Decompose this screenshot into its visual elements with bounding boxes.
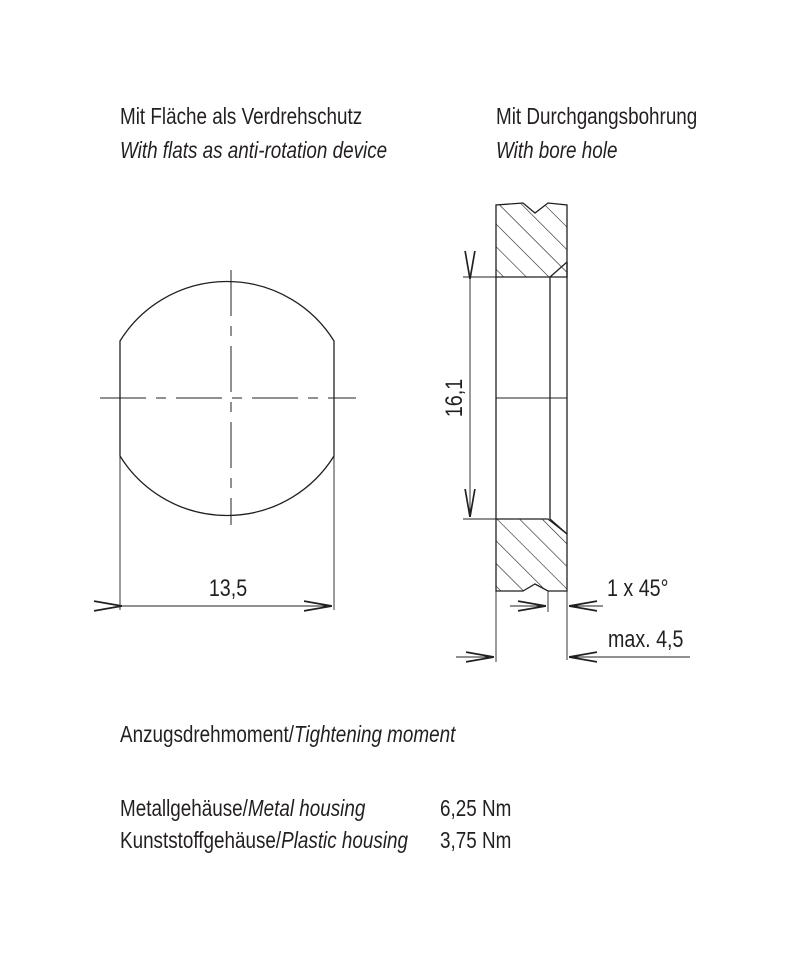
upper-section-hatched bbox=[496, 203, 567, 277]
header-right-en: With bore hole bbox=[496, 137, 618, 163]
metal-label-de: Metallgehäuse/ bbox=[120, 795, 248, 821]
torque-title bbox=[120, 720, 455, 748]
torque-title-en: Tightening moment bbox=[294, 721, 456, 747]
plastic-label-en: Plastic housing bbox=[281, 827, 408, 853]
metal-label-en: Metal housing bbox=[247, 795, 366, 821]
width-dimension-label: 13,5 bbox=[208, 574, 248, 602]
thickness-dimension-label: max. 4,5 bbox=[608, 625, 684, 653]
bore-section-view bbox=[440, 203, 690, 662]
chamfer-dimension-label: 1 x 45° bbox=[607, 574, 669, 602]
torque-row-metal-value: 6,25 Nm bbox=[440, 795, 512, 821]
torque-title-de: Anzugsdrehmoment/ bbox=[120, 721, 295, 747]
flatted-circle-view bbox=[100, 270, 356, 610]
torque-row-plastic-value: 3,75 Nm bbox=[440, 827, 512, 853]
header-right-de: Mit Durchgangsbohrung bbox=[496, 103, 698, 129]
header-left-de: Mit Fläche als Verdrehschutz bbox=[120, 103, 363, 129]
lower-section-hatched bbox=[496, 519, 567, 591]
plastic-label-de: Kunststoffgehäuse/ bbox=[120, 827, 282, 853]
torque-row-metal-label bbox=[120, 794, 365, 822]
header-left-en: With flats as anti-rotation device bbox=[120, 137, 388, 163]
flatted-circle-outline bbox=[120, 282, 334, 516]
torque-row-plastic-label bbox=[120, 826, 408, 854]
bore-dimension-label: 16,1 bbox=[440, 378, 468, 418]
